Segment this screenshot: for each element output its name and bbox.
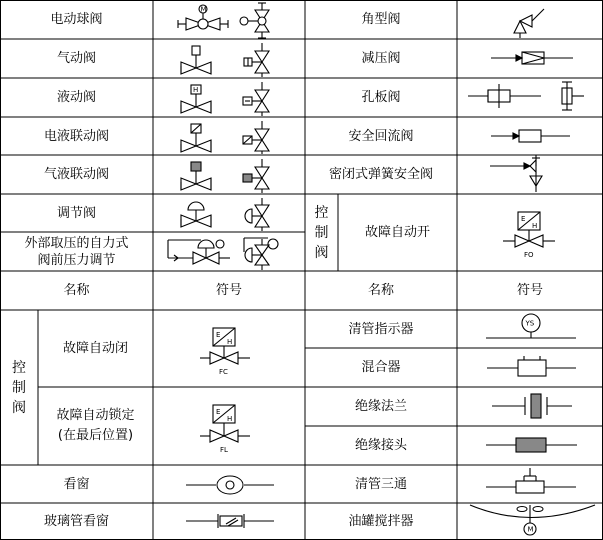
row-name-safety-return-valve: 安全回流阀 xyxy=(348,128,414,144)
row-name-motorized-ball-valve: 电动球阀 xyxy=(50,12,103,27)
motor-letter-1: M xyxy=(200,5,207,14)
row-name-fail-open: 故障自动开 xyxy=(364,225,430,240)
control-valve-group-text-2: 控 制 阀 xyxy=(12,359,26,416)
insulating-joint-symbol xyxy=(486,438,577,452)
fail-close-valve-symbol xyxy=(200,328,250,376)
orifice-plate-valve-symbol xyxy=(468,82,584,110)
sight-glass-symbol xyxy=(186,476,274,494)
mixer-symbol xyxy=(487,356,576,376)
row-name-mixer: 混合器 xyxy=(361,360,401,375)
fo-code: FO xyxy=(524,251,534,259)
row-name-pneumatic-valve: 气动阀 xyxy=(56,51,96,66)
fc-code: FC xyxy=(219,368,228,376)
control-valve-group-text: 控 制 阀 xyxy=(314,204,329,261)
row-name-pneumatic-hydraulic-valve: 气液联动阀 xyxy=(43,167,109,182)
pigging-tee-symbol xyxy=(486,468,576,493)
pig-indicator-symbol xyxy=(486,314,576,338)
fo-letter-h: H xyxy=(532,222,538,230)
svg-text:H: H xyxy=(193,86,199,94)
fl-letter-e: E xyxy=(216,408,221,416)
row-name-tank-agitator: 油罐搅拌器 xyxy=(348,514,414,529)
insulating-flange-symbol xyxy=(492,394,572,418)
row-name-sight-glass: 看窗 xyxy=(63,476,90,492)
safety-return-valve-symbol xyxy=(491,130,570,142)
row-name-pigging-tee: 清管三通 xyxy=(354,476,407,492)
hydraulic-valve-symbol xyxy=(181,82,269,116)
pneumatic-hydraulic-valve-symbol xyxy=(181,159,269,193)
electro-hydraulic-valve-symbol xyxy=(181,121,269,154)
fl-code: FL xyxy=(220,446,228,454)
row-name-pig-indicator: 清管指示器 xyxy=(348,321,414,337)
header-left-symbol: 符号 xyxy=(215,283,242,298)
row-name-electro-hydraulic-valve: 电液联动阀 xyxy=(43,128,109,144)
row-name-closed-spring-safety-valve: 密闭式弹簧安全阀 xyxy=(328,167,433,182)
row-name-orifice-plate-valve: 孔板阀 xyxy=(361,90,401,105)
closed-spring-safety-valve-symbol xyxy=(490,155,542,192)
row-name-pressure-reducing-valve: 减压阀 xyxy=(361,51,401,66)
header-left-name: 名称 xyxy=(63,283,90,298)
fl-letter-h: H xyxy=(227,415,233,423)
fc-letter-h: H xyxy=(227,338,233,346)
row-name-angle-valve: 角型阀 xyxy=(361,12,401,27)
row-name-insulating-joint: 绝缘接头 xyxy=(354,438,407,453)
fail-open-valve-symbol xyxy=(503,212,555,259)
pneumatic-valve-symbol xyxy=(181,43,269,77)
row-name-fail-lock: 故障自动锁定 (在最后位置) xyxy=(56,408,135,443)
row-name-hydraulic-valve: 液动阀 xyxy=(56,90,96,105)
row-name-regulating-valve: 调节阀 xyxy=(56,205,96,221)
row-name-glass-tube-sight-glass: 玻璃管看窗 xyxy=(43,514,109,529)
agitator-motor-tag: M xyxy=(527,525,534,534)
row-name-fail-close: 故障自动闭 xyxy=(62,341,128,356)
glass-tube-sight-glass-symbol xyxy=(186,514,274,528)
row-name-insulating-flange: 绝缘法兰 xyxy=(354,399,407,414)
row-name-self-operated-regulator: 外部取压的自力式 阀前压力调节 xyxy=(24,235,129,268)
fo-letter-e: E xyxy=(521,215,526,223)
fail-lock-valve-symbol xyxy=(200,405,250,454)
pig-indicator-tag: YS xyxy=(525,319,535,328)
self-operated-pressure-regulator-symbol xyxy=(168,238,278,270)
tank-agitator-symbol xyxy=(470,505,595,535)
header-right-symbol: 符号 xyxy=(516,283,543,298)
motorized-ball-valve-symbol xyxy=(178,3,269,38)
pressure-reducing-valve-symbol xyxy=(491,52,573,64)
angle-valve-symbol xyxy=(514,9,544,38)
regulating-valve-symbol xyxy=(181,198,269,231)
fc-letter-e: E xyxy=(216,331,221,339)
header-right-name: 名称 xyxy=(367,283,394,298)
